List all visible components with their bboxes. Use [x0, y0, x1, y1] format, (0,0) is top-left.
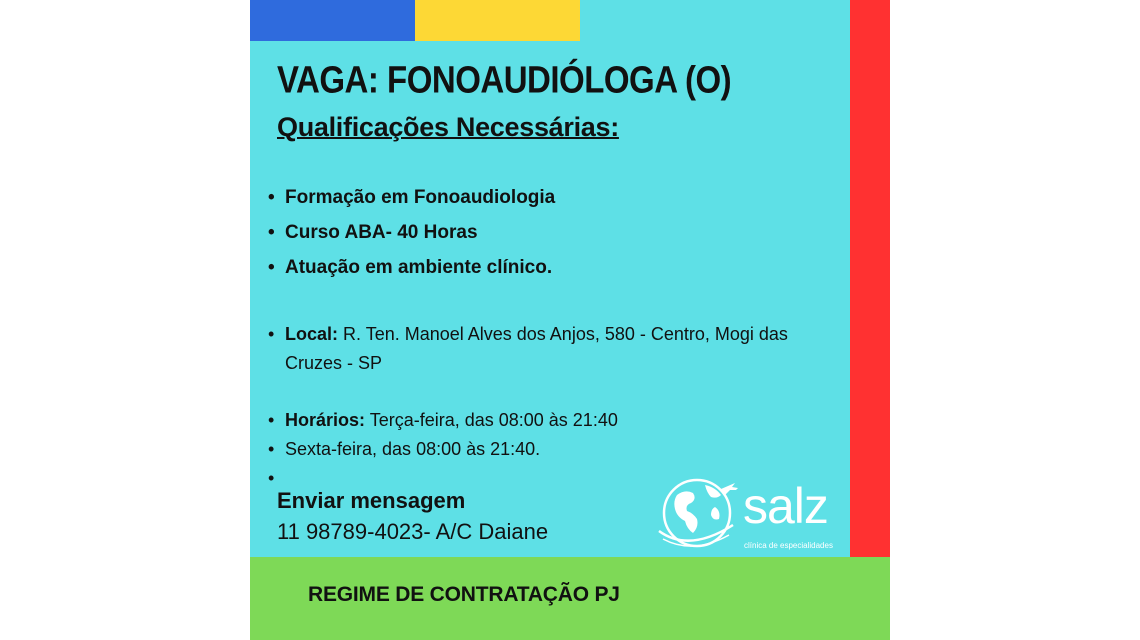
globe-with-airplane-icon: [655, 473, 745, 558]
contact-phone: 11 98789-4023- A/C Daiane: [277, 519, 549, 544]
red-accent-bar: [850, 0, 890, 566]
hours-text: Terça-feira, das 08:00 às 21:40: [365, 410, 618, 430]
location-item: [268, 320, 828, 378]
job-poster: [250, 0, 890, 640]
hours-label: Horários:: [285, 410, 366, 430]
location-address: R. Ten. Manoel Alves dos Anjos, 580 - Centro, Mogi das Cruzes - SP: [285, 324, 788, 373]
logo-tagline: clínica de especialidades: [744, 541, 833, 550]
contact-heading: Enviar mensagem: [277, 488, 466, 513]
list-item: • Curso ABA- 40 Horas: [268, 219, 555, 254]
salz-logo: [655, 473, 855, 558]
location-list: [268, 320, 828, 378]
logo-wordmark: salz: [743, 478, 828, 534]
hours-list: [268, 406, 618, 493]
contract-regime-text: REGIME DE CONTRATAÇÃO PJ: [308, 583, 620, 606]
qualifications-heading: Qualificações Necessárias:: [277, 112, 619, 142]
qualifications-list: [268, 184, 555, 289]
hours-item: [268, 406, 618, 435]
hours-item-extra: • Sexta-feira, das 08:00 às 21:40.: [268, 435, 618, 464]
list-item: • Formação em Fonoaudiologia: [268, 184, 555, 219]
blue-accent-bar: [250, 0, 415, 41]
location-label: Local:: [285, 324, 339, 344]
job-title: VAGA: FONOAUDIÓLOGA (O): [277, 58, 732, 101]
yellow-accent-bar: [415, 0, 580, 41]
list-item: • Atuação em ambiente clínico.: [268, 254, 555, 289]
